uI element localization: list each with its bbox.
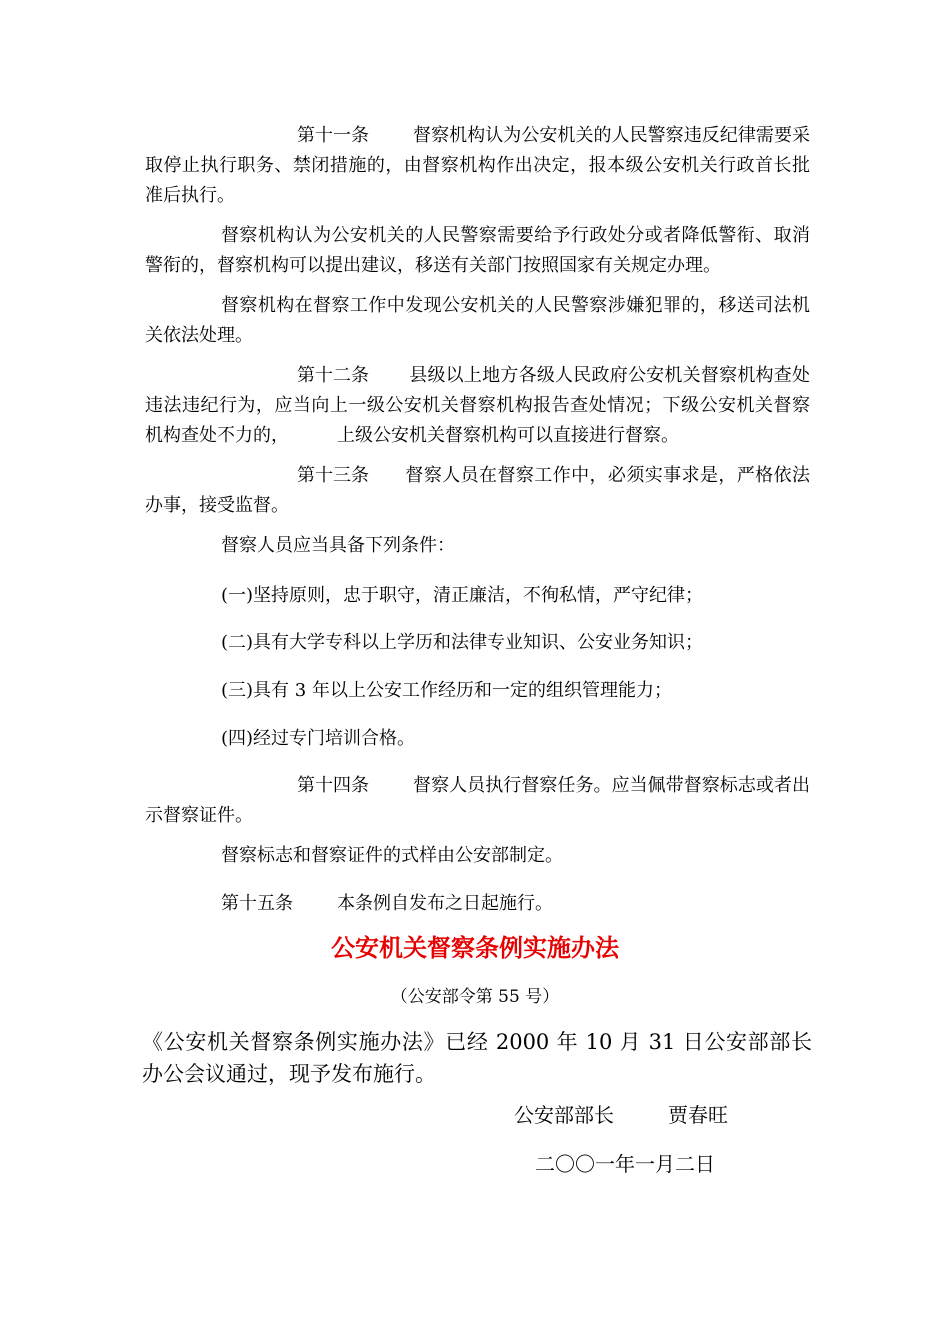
article-12-label: 第十二条 <box>297 365 369 386</box>
article-13-label: 第十三条 <box>297 465 369 486</box>
article-11-text: 督察机构认为公安机关的人民警察违反纪律需要采取停止执行职务、禁闭措施的，由督察机构作出决定，报本级公安机关行政首长批准后执行。 <box>145 125 810 206</box>
issue-date: 二〇〇一年一月二日 <box>535 1152 715 1176</box>
article-14-text: 督察人员执行督察任务。应当佩带督察标志或者出示督察证件。 <box>145 775 810 826</box>
order-number: （公安部令第 55 号） <box>390 987 560 1007</box>
signer-title: 公安部部长 <box>514 1103 614 1127</box>
article-12-text-part2: 上级公安机关督察机构可以直接进行督察。 <box>337 425 679 446</box>
article-15-label: 第十五条 <box>221 893 293 914</box>
condition-1: (一)坚持原则，忠于职守，清正廉洁，不徇私情，严守纪律； <box>221 585 704 606</box>
paragraph-badge: 督察标志和督察证件的式样由公安部制定。 <box>221 845 563 866</box>
article-14 <box>145 771 810 831</box>
paragraph-conditions-intro: 督察人员应当具备下列条件： <box>221 535 455 556</box>
article-12 <box>145 361 810 451</box>
paragraph-crime-referral: 督察机构在督察工作中发现公安机关的人民警察涉嫌犯罪的，移送司法机关依法处理。 <box>145 295 810 346</box>
article-14-label: 第十四条 <box>297 775 369 796</box>
signer-name: 贾春旺 <box>668 1103 728 1127</box>
announcement: 《公安机关督察条例实施办法》已经 2000 年 10 月 31 日公安部部长办公会议通过，现予发布施行。 <box>142 1030 812 1086</box>
condition-2: (二)具有大学专科以上学历和法律专业知识、公安业务知识； <box>221 632 704 653</box>
article-15 <box>221 889 553 919</box>
condition-4: (四)经过专门培训合格。 <box>221 728 416 749</box>
article-13-text: 督察人员在督察工作中，必须实事求是，严格依法办事，接受监督。 <box>145 465 810 516</box>
article-15-text: 本条例自发布之日起施行。 <box>337 893 553 914</box>
article-11 <box>145 121 810 211</box>
paragraph-demotion: 督察机构认为公安机关的人民警察需要给予行政处分或者降低警衔、取消警衔的，督察机构可以提出建议，移送有关部门按照国家有关规定办理。 <box>145 225 810 276</box>
condition-3: (三)具有 3 年以上公安工作经历和一定的组织管理能力； <box>221 680 672 701</box>
article-11-label: 第十一条 <box>297 125 369 146</box>
article-13 <box>145 461 810 521</box>
measures-title: 公安机关督察条例实施办法 <box>331 934 619 962</box>
article-12-text-part1: 县级以上地方各级人民政府公安机关督察机构查处违法违纪行为，应当向上一级公安机关督察机构报告查处情况；下级公安机关督察机构查处不力的， <box>145 365 810 446</box>
signature-line <box>514 1100 728 1130</box>
